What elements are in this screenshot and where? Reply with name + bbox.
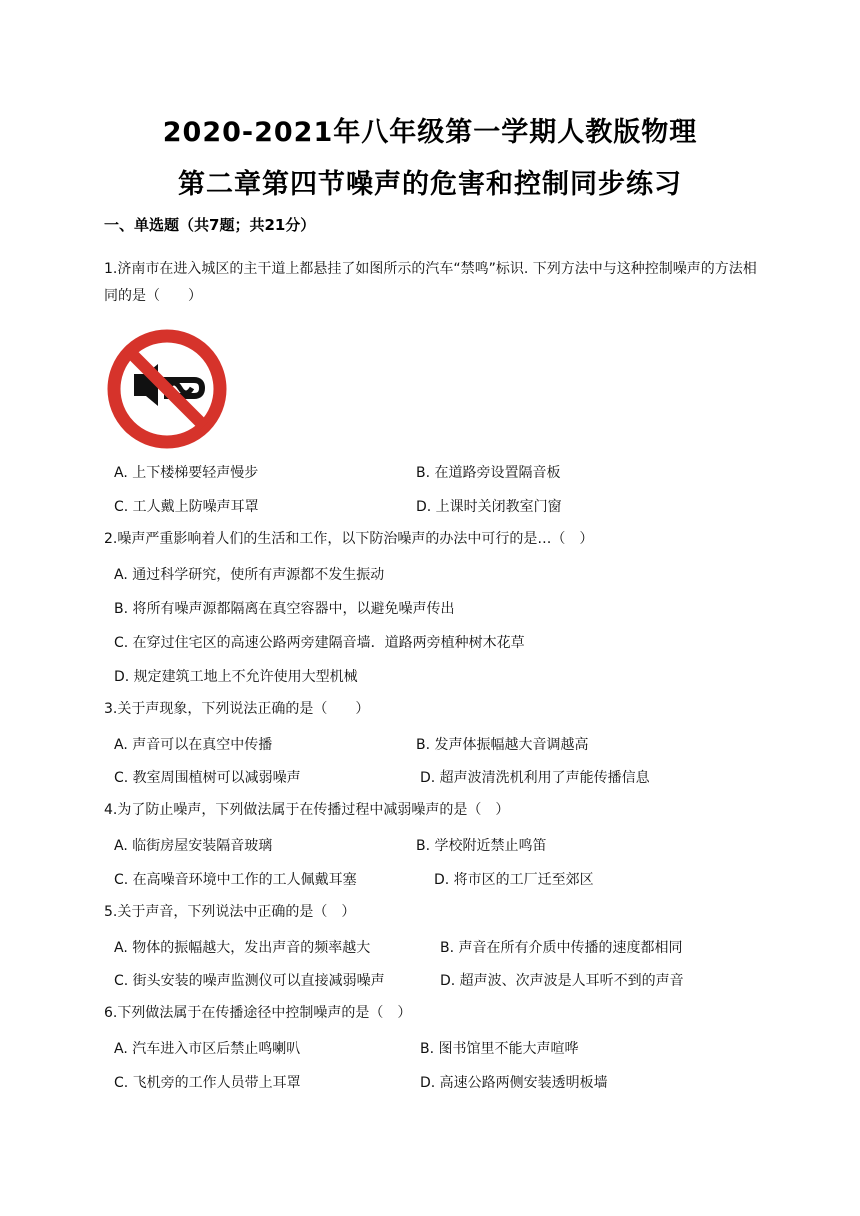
- q3-option-a[interactable]: A. 声音可以在真空中传播: [114, 737, 273, 753]
- q4-option-b[interactable]: B. 学校附近禁止鸣笛: [416, 838, 547, 854]
- q4-option-d[interactable]: D. 将市区的工厂迁至郊区: [434, 872, 594, 888]
- q5-option-b[interactable]: B. 声音在所有介质中传播的速度都相同: [440, 940, 683, 956]
- no-honking-sign-icon: [106, 328, 228, 450]
- question-6-stem: 6.下列做法属于在传播途径中控制噪声的是（ ）: [104, 1005, 412, 1021]
- q6-option-c[interactable]: C. 飞机旁的工作人员带上耳罩: [114, 1075, 301, 1091]
- q6-option-b[interactable]: B. 图书馆里不能大声喧哗: [420, 1041, 579, 1057]
- q2-option-a[interactable]: A. 通过科学研究，使所有声源都不发生振动: [114, 567, 385, 583]
- q3-option-d[interactable]: D. 超声波清洗机利用了声能传播信息: [420, 770, 650, 786]
- q5-option-c[interactable]: C. 街头安装的噪声监测仪可以直接减弱噪声: [114, 973, 385, 989]
- q5-option-d[interactable]: D. 超声波、次声波是人耳听不到的声音: [440, 973, 684, 989]
- q2-option-c[interactable]: C. 在穿过住宅区的高速公路两旁建隔音墙．道路两旁植种树木花草: [114, 635, 525, 651]
- q1-option-a[interactable]: A. 上下楼梯要轻声慢步: [114, 465, 259, 481]
- question-1-stem: 1.济南市在进入城区的主干道上都悬挂了如图所示的汽车“禁鸣”标识. 下列方法中与这种控制噪声的方法相同的是（ ）: [104, 261, 757, 304]
- q1-option-b[interactable]: B. 在道路旁设置隔音板: [416, 465, 561, 481]
- question-3-stem: 3.关于声现象，下列说法正确的是（ ）: [104, 701, 370, 717]
- question-4-stem: 4.为了防止噪声，下列做法属于在传播过程中减弱噪声的是（ ）: [104, 802, 510, 818]
- q6-option-a[interactable]: A. 汽车进入市区后禁止鸣喇叭: [114, 1041, 301, 1057]
- q3-option-c[interactable]: C. 教室周围植树可以减弱噪声: [114, 770, 301, 786]
- question-2-stem: 2.噪声严重影响着人们的生活和工作，以下防治噪声的办法中可行的是…（ ）: [104, 531, 594, 547]
- q3-option-b[interactable]: B. 发声体振幅越大音调越高: [416, 737, 589, 753]
- document-title-line2: 第二章第四节噪声的危害和控制同步练习: [178, 169, 682, 200]
- question-5-stem: 5.关于声音，下列说法中正确的是（ ）: [104, 904, 356, 920]
- section-heading: 一、单选题（共7题；共21分）: [104, 216, 316, 234]
- q2-option-b[interactable]: B. 将所有噪声源都隔离在真空容器中，以避免噪声传出: [114, 601, 455, 617]
- q6-option-d[interactable]: D. 高速公路两侧安装透明板墙: [420, 1075, 608, 1091]
- q5-option-a[interactable]: A. 物体的振幅越大，发出声音的频率越大: [114, 940, 371, 956]
- q4-option-a[interactable]: A. 临街房屋安装隔音玻璃: [114, 838, 273, 854]
- q4-option-c[interactable]: C. 在高噪音环境中工作的工人佩戴耳塞: [114, 872, 357, 888]
- q1-option-d[interactable]: D. 上课时关闭教室门窗: [416, 499, 562, 515]
- q2-option-d[interactable]: D. 规定建筑工地上不允许使用大型机械: [114, 669, 358, 685]
- document-title-line1: 2020-2021年八年级第一学期人教版物理: [162, 117, 698, 148]
- q1-option-c[interactable]: C. 工人戴上防噪声耳罩: [114, 499, 259, 515]
